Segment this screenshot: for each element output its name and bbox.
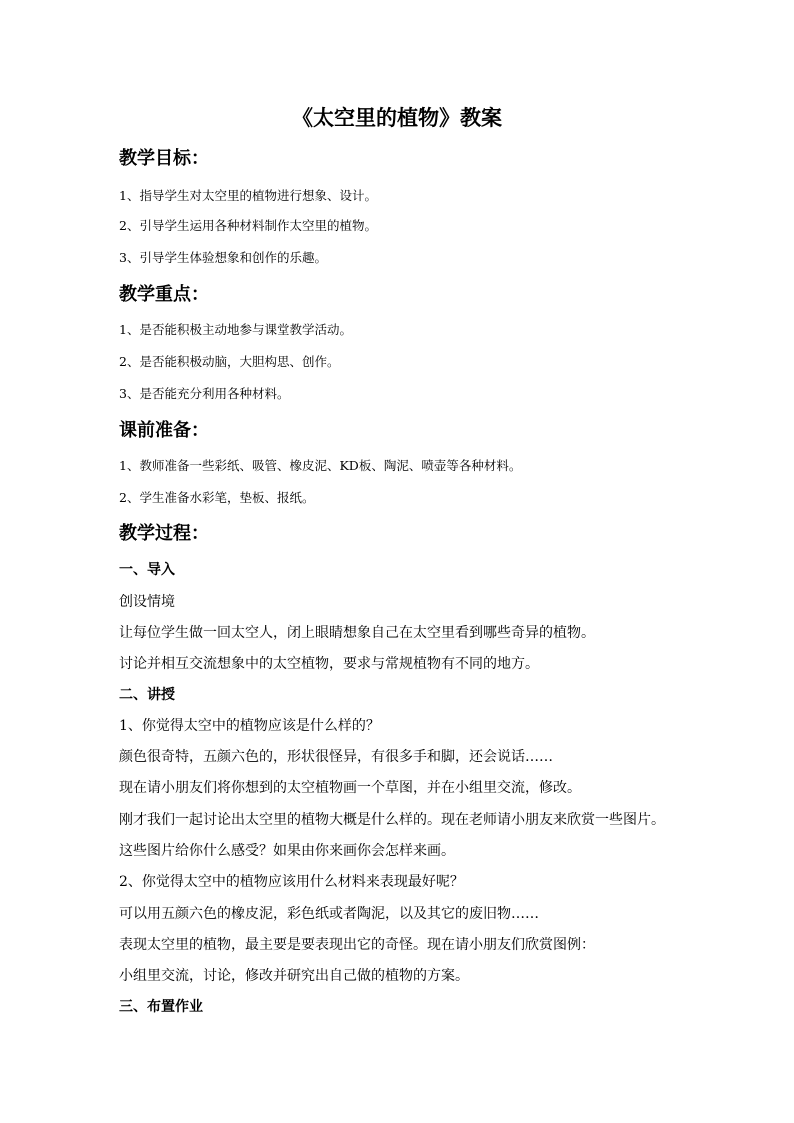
document-title: 《太空里的植物》教案 (292, 105, 502, 130)
focus-item: 1、是否能积极主动地参与课堂教学活动。 (119, 322, 352, 337)
focus-heading: 教学重点： (119, 284, 209, 305)
intro-line: 让每位学生做一回太空人，闭上眼睛想象自己在太空里看到哪些奇异的植物。 (119, 625, 595, 641)
teach-line: 这些图片给你什么感受？如果由你来画你会怎样来画。 (119, 843, 455, 859)
focus-item: 3、是否能充分利用各种材料。 (119, 386, 290, 401)
process-heading: 教学过程： (119, 523, 209, 544)
teach-line: 小组里交流，讨论，修改并研究出自己做的植物的方案。 (119, 968, 469, 984)
teach-line: 颜色很奇特，五颜六色的，形状很怪异，有很多手和脚，还会说话…… (119, 749, 553, 765)
teach-line: 现在请小朋友们将你想到的太空植物画一个草图，并在小组里交流，修改。 (119, 780, 581, 796)
intro-line: 创设情境 (119, 594, 175, 610)
intro-heading: 一、导入 (119, 562, 175, 578)
teach-heading: 二、讲授 (119, 687, 175, 703)
teach-line: 可以用五颜六色的橡皮泥，彩色纸或者陶泥，以及其它的废旧物…… (119, 906, 539, 922)
intro-line: 讨论并相互交流想象中的太空植物，要求与常规植物有不同的地方。 (119, 656, 539, 672)
teach-line: 2、你觉得太空中的植物应该用什么材料来表现最好呢？ (119, 874, 464, 890)
prep-item: 2、学生准备水彩笔，垫板、报纸。 (119, 490, 315, 505)
teach-line: 1、你觉得太空中的植物应该是什么样的？ (119, 718, 380, 734)
goals-heading: 教学目标： (119, 148, 209, 169)
prep-item: 1、教师准备一些彩纸、吸管、橡皮泥、KD板、陶泥、喷壶等各种材料。 (119, 458, 522, 473)
teach-line: 刚才我们一起讨论出太空里的植物大概是什么样的。现在老师请小朋友来欣赏一些图片。 (119, 812, 665, 828)
goals-item: 1、指导学生对太空里的植物进行想象、设计。 (119, 188, 377, 203)
homework-heading: 三、布置作业 (119, 999, 203, 1015)
teach-line: 表现太空里的植物，最主要是要表现出它的奇怪。现在请小朋友们欣赏图例： (119, 937, 595, 953)
prep-heading: 课前准备： (119, 420, 209, 441)
focus-item: 2、是否能积极动脑，大胆构思、创作。 (119, 354, 340, 369)
goals-item: 3、引导学生体验想象和创作的乐趣。 (119, 250, 327, 265)
goals-item: 2、引导学生运用各种材料制作太空里的植物。 (119, 218, 377, 233)
